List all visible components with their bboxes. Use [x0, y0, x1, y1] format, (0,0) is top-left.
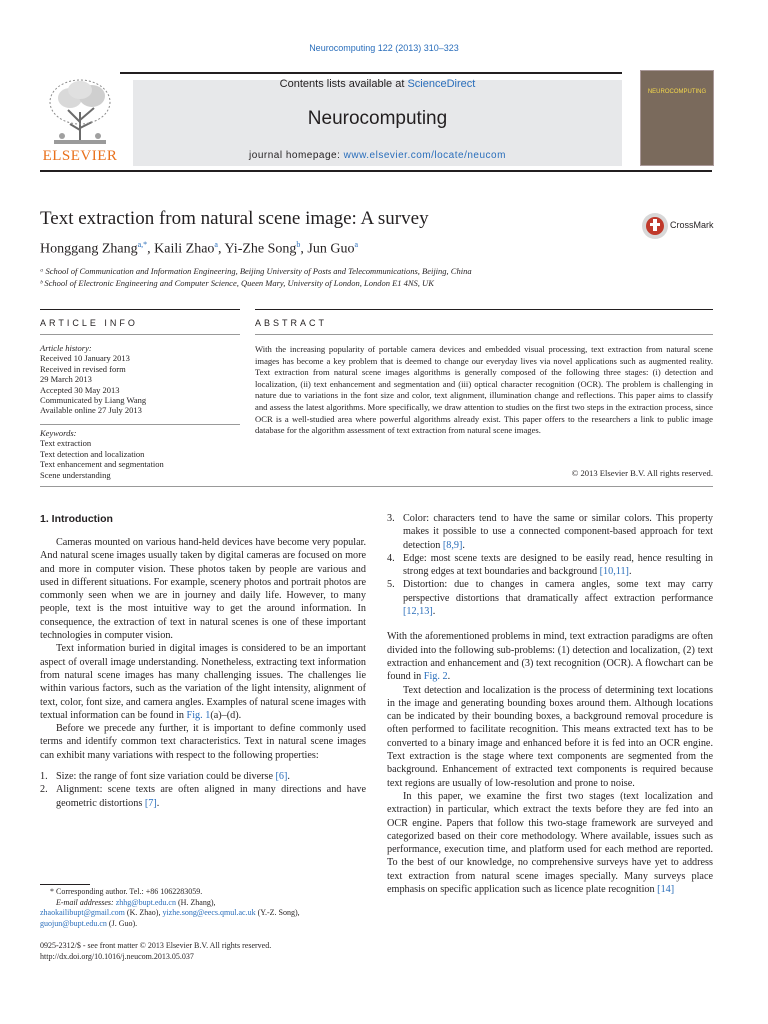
journal-cover-thumbnail[interactable] — [640, 70, 714, 166]
crossmark-icon[interactable] — [640, 211, 670, 241]
cover-title: NEUROCOMPUTING — [647, 89, 707, 95]
header-rule-bottom — [40, 170, 712, 172]
citation-ref[interactable]: [10,11] — [599, 566, 629, 578]
keywords-block — [40, 428, 240, 480]
header-rule — [40, 72, 622, 74]
footnote — [40, 887, 366, 929]
keyword: Scene understanding — [40, 469, 111, 480]
list-number: 4. — [387, 552, 395, 564]
author-list — [40, 240, 640, 258]
history-line: Received in revised form — [40, 363, 126, 374]
list-number: 2. — [40, 784, 48, 796]
history-line: Received 10 January 2013 — [40, 353, 130, 364]
paragraph-text: (a)–(d). — [210, 709, 242, 721]
paragraph: Text detection and localization is the process of determining text locations in the image and generating bounding boxes around them. Although locations can be indicated by their bounding boxes, a background removal procedure is often performed to facilitate recognition. This means extracted text has to be converted to a binary image and enhanced before it is fed into an OCR engine. Text extraction is the stage where text components are segmented from the background. Enhancement of extracted text components is required because text regions are usually of low-resolution and prone to noise. — [387, 684, 713, 789]
list-number: 3. — [387, 513, 395, 524]
citation-ref[interactable]: [6] — [275, 771, 288, 783]
author-name[interactable]: Jun Guo — [307, 241, 355, 257]
paper-title: Text extraction from natural scene image: A survey — [40, 208, 429, 229]
email-link[interactable]: zhhg@bupt.edu.cn — [115, 897, 176, 907]
citation-ref[interactable]: [12,13] — [403, 606, 433, 618]
history-line: 29 March 2013 — [40, 374, 92, 385]
journal-citation[interactable]: Neurocomputing 122 (2013) 310–323 — [309, 43, 459, 53]
crossmark-label[interactable]: CrossMark — [670, 220, 714, 230]
email-link[interactable]: zhaokailibupt@gmail.com — [40, 908, 125, 918]
property-list-item — [387, 552, 713, 579]
list-text: . — [462, 539, 465, 551]
journal-name: Neurocomputing — [307, 108, 448, 129]
property-list-item — [40, 770, 366, 783]
body-column-left — [40, 536, 366, 810]
email-owner: (H. Zhang), — [175, 897, 216, 907]
list-text: Size: the range of font size variation could be diverse — [56, 771, 276, 783]
abstract-heading: ABSTRACT — [255, 318, 328, 328]
list-text: Edge: most scene texts are designed to be easily read, hence resulting in strong edges at text boundaries and background — [403, 552, 713, 578]
journal-homepage — [133, 150, 622, 161]
author-name[interactable]: Honggang Zhang — [40, 241, 138, 257]
list-text: . — [156, 797, 160, 809]
corresponding-author-note: * Corresponding author. Tel.: +86 1062283059. — [50, 887, 203, 896]
affiliation-b: ᵇ School of Electronic Engineering and Computer Science, Queen Mary, University of London, London E1 4NS, UK — [40, 278, 434, 288]
author-sep: , — [300, 241, 308, 257]
abstract-text: With the increasing popularity of portable camera devices and embedded visual processing, text extraction from natural scene images has become a key problem that is deemed to change our everyday lives via novel applications such as augmented reality. Text extraction from natural scene images algorithms is generally composed of the following three stages: (i) detection and localization, (ii) text enhancement and segmentation and (iii) optical character recognition (OCR). The problem is challenging in nature due to variations in the font size and color, text alignment, illumination change and reflections. This paper aims to classify and assess the latest algorithms. More specifically, we draw attention to studies on the first two steps in the extraction process, since OCR is a well-studied area where powerful algorithms already exist. This paper offers to the researchers a link to public image database for the algorithm assessment of text extraction from natural scene images. — [255, 344, 713, 436]
email-link[interactable]: guojun@bupt.edu.cn — [40, 918, 107, 928]
author-name[interactable]: Kaili Zhao — [154, 241, 215, 257]
paragraph — [387, 630, 713, 683]
article-info-heading: ARTICLE INFO — [40, 318, 138, 328]
paragraph-text: . — [447, 671, 451, 683]
list-text: Color: characters tend to have the same or similar colors. This property makes it possible to use a connected component-based approach for text detection — [403, 513, 713, 551]
email-label: E-mail addresses: — [56, 897, 116, 907]
email-line — [40, 919, 366, 930]
info-rule — [40, 309, 240, 310]
author-affil-mark: a — [354, 240, 359, 249]
figure-ref[interactable]: Fig. 2 — [423, 671, 448, 683]
list-text: Distortion: due to changes in camera angles, some text may carry perspective distortions that dramatically affect extraction performance — [403, 579, 713, 604]
keyword: Text detection and localization — [40, 448, 145, 459]
property-list-item — [387, 512, 713, 552]
body-column-right — [387, 512, 713, 896]
sciencedirect-link[interactable]: ScienceDirect — [407, 78, 476, 90]
paragraph: Before we precede any further, it is important to define commonly used terms and identify common text characteristics. Text in natural scene images can exhibit many variations with respect to the following properties: — [40, 723, 366, 761]
property-list-item — [387, 578, 713, 618]
publisher-wordmark: ELSEVIER — [42, 148, 118, 164]
author-affil-mark: b — [296, 240, 301, 249]
keyword: Text enhancement and segmentation — [40, 459, 164, 470]
email-link[interactable]: yizhe.song@eecs.qmul.ac.uk — [162, 908, 256, 918]
list-text: . — [628, 566, 632, 578]
history-label: Article history: — [40, 343, 92, 353]
contents-prefix: Contents lists available at — [279, 78, 408, 90]
author-sep: , — [217, 241, 225, 257]
list-number: 1. — [40, 771, 48, 783]
keyword: Text extraction — [40, 438, 92, 449]
info-rule-thin — [40, 334, 240, 335]
article-history — [40, 343, 240, 416]
abstract-copyright: © 2013 Elsevier B.V. All rights reserved. — [571, 468, 713, 478]
figure-ref[interactable]: Fig. 1 — [186, 709, 211, 721]
author-name[interactable]: Yi-Zhe Song — [224, 241, 297, 257]
contents-availability — [133, 78, 622, 90]
keywords-label: Keywords: — [40, 428, 77, 438]
list-text: . — [287, 771, 290, 783]
author-affil-mark: a — [214, 240, 218, 249]
history-line: Accepted 30 May 2013 — [40, 384, 120, 395]
email-line — [40, 898, 366, 909]
email-owner: (J. Guo). — [106, 918, 138, 928]
abstract-bottom-rule — [40, 486, 713, 487]
author-affil-mark: a,* — [137, 240, 148, 249]
list-number: 5. — [387, 579, 395, 591]
keywords-rule — [40, 424, 240, 425]
history-line: Communicated by Liang Wang — [40, 395, 147, 406]
property-list-item — [40, 783, 366, 810]
paragraph-text: Text information buried in digital images is considered to be an important aspect of overall image understanding. Nonetheless, extracting text information from natural scene images has many challenging issues. The challenges lie within various factors, such as the variation of the light intensity, alignment of text, color, font size, and camera angles. Examples of natural scene images with textual information can be found in — [40, 643, 366, 721]
author-sep: , — [147, 241, 155, 257]
list-text: Alignment: scene texts are often aligned in many directions and have geometric distortions — [56, 784, 366, 809]
paragraph-text: In this paper, we examine the first two stages (text localization and extraction) in particular, which extract the texts before they are fed into an OCR engine. Papers that follow this two-stage framework are surveyed and categorized based on their core methodology. Where available, issues such as performance, execution time, and platform used for each method are reported. To the best of our knowledge, no comprehensive surveys have yet to address text extraction from natural scene images specially. Many surveys place emphasis on specific application such as licence plate recognition — [387, 790, 713, 896]
homepage-label: journal homepage: — [249, 150, 344, 161]
citation-ref[interactable]: [8,9] — [442, 539, 463, 551]
paragraph — [387, 790, 713, 896]
email-line — [40, 908, 366, 919]
history-line: Available online 27 July 2013 — [40, 405, 142, 416]
paragraph-text: With the aforementioned problems in mind, text extraction paradigms are often divided into the following sub-problems: (1) detection and localization, (2) text extraction and enhancement and (3) text recognition (OCR). A flowchart can be found in — [387, 631, 713, 683]
footnote-rule — [40, 884, 90, 885]
affiliation-a: ᵃ School of Communication and Information Engineering, Beijing University of Posts and Telecommunications, Beijing, China — [40, 266, 472, 276]
paragraph — [40, 642, 366, 722]
homepage-link[interactable]: www.elsevier.com/locate/neucom — [343, 150, 506, 161]
email-owner: (K. Zhao), — [124, 908, 163, 918]
doi-link[interactable]: http://dx.doi.org/10.1016/j.neucom.2013.05.037 — [40, 952, 194, 961]
citation-ref[interactable]: [14] — [657, 884, 675, 896]
email-owner: (Y.-Z. Song), — [255, 908, 300, 918]
list-text: . — [432, 606, 436, 618]
abstract-rule — [255, 309, 713, 310]
citation-ref[interactable]: [7] — [144, 797, 157, 809]
paragraph: Cameras mounted on various hand-held devices have become very popular. And natural scene images usually taken by digital cameras are focused on more and more in computer vision. These photos taken by people are various and used in different situations. For example, scenery photos and portrait photos are commonly seen when we are in journey and daily life. However, to many people, text is the most intuitive way to get the around information. In consequence, the extraction of text in natural scenes is one of these important technologies in computer vision. — [40, 537, 366, 642]
issn-line: 0925-2312/$ - see front matter © 2013 Elsevier B.V. All rights reserved. — [40, 941, 272, 950]
section-heading: 1. Introduction — [40, 513, 113, 525]
abstract-rule-thin — [255, 334, 713, 335]
